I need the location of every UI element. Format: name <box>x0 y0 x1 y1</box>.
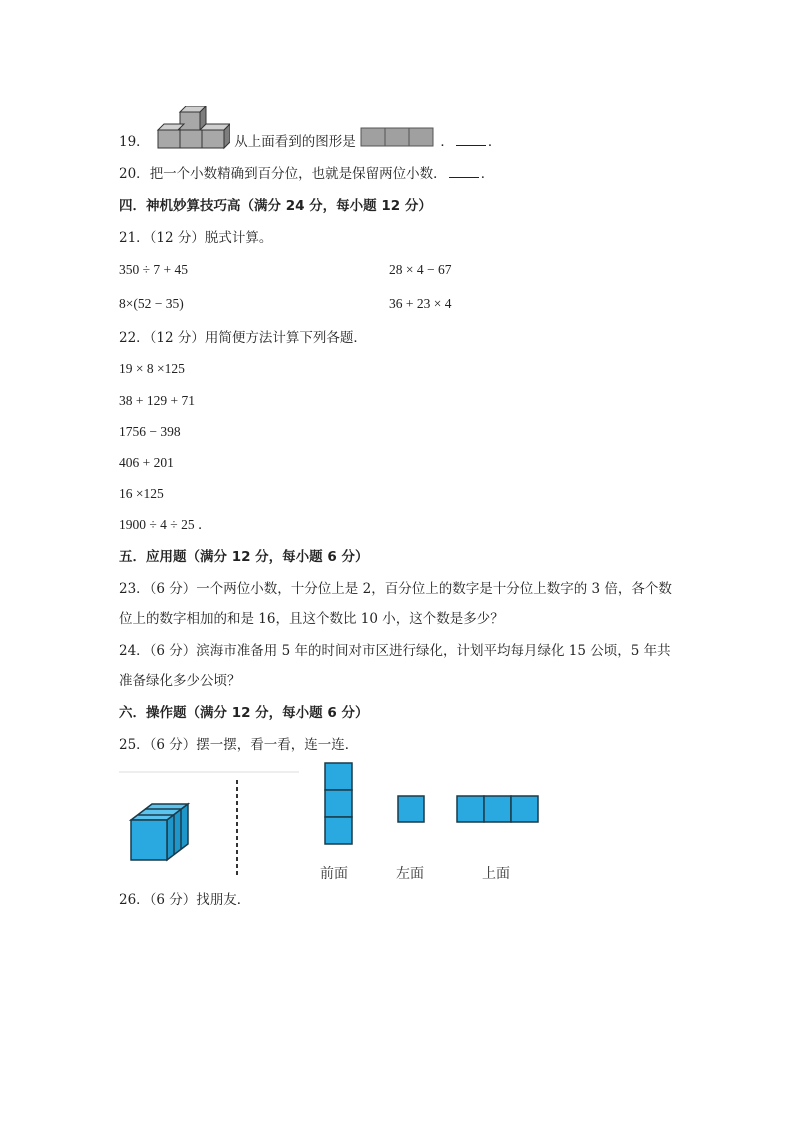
expression: 1756 − 398 <box>119 424 181 439</box>
question-26-title: 26．（6 分）找朋友． <box>119 892 251 908</box>
top-view-figure <box>360 127 436 147</box>
expression: 350 ÷ 7 + 45 <box>119 262 189 277</box>
question-25-title: 25．（6 分）摆一摆，看一看，连一连． <box>119 737 359 753</box>
left-view-label: 左面 <box>396 866 424 882</box>
expression: 406 + 201 <box>119 455 174 470</box>
question-21-title: 21．（12 分）脱式计算。 <box>119 230 273 246</box>
expression: 8×(52 − 35) <box>119 296 184 311</box>
front-view-label: 前面 <box>320 866 348 882</box>
expression: 28 × 4 − 67 <box>389 262 452 277</box>
answer-blank[interactable] <box>449 165 479 178</box>
top-view-label: 上面 <box>482 866 510 882</box>
section-4-heading: 四．神机妙算技巧高（满分 24 分，每小题 12 分） <box>119 198 432 214</box>
question-number: 19． <box>119 134 150 150</box>
expression: 1900 ÷ 4 ÷ 25 ． <box>119 517 212 532</box>
cube-stack-figure <box>154 106 230 150</box>
question-20: 20．把一个小数精确到百分位，也就是保留两位小数． ． <box>119 166 495 182</box>
expression: 38 + 129 + 71 <box>119 393 195 408</box>
question-23-line2: 位上的数字相加的和是 16，且这个数比 10 小，这个数是多少？ <box>119 611 504 627</box>
answer-blank[interactable] <box>456 133 486 146</box>
question-text: 把一个小数精确到百分位，也就是保留两位小数． <box>149 166 447 182</box>
question-24-line1: 24．（6 分）滨海市准备用 5 年的时间对市区进行绿化，计划平均每月绿化 15 公顷，5 年共 <box>119 643 671 659</box>
question-23-line1: 23．（6 分）一个两位小数，十分位上是 2，百分位上的数字是十分位上数字的 3 倍，各个数 <box>119 581 672 597</box>
period: ． <box>440 134 454 150</box>
expression: 16 ×125 <box>119 486 164 501</box>
question-number: 20． <box>119 166 150 182</box>
expression: 36 + 23 × 4 <box>389 296 452 311</box>
question-24-line2: 准备绿化多少公顷？ <box>119 673 241 689</box>
question-22-title: 22．（12 分）用简便方法计算下列各题． <box>119 330 367 346</box>
section-5-heading: 五．应用题（满分 12 分，每小题 6 分） <box>119 549 369 565</box>
expression: 19 × 8 ×125 <box>119 361 185 376</box>
question-19: 19． 从上面看到的图形是 ． ． <box>119 133 501 151</box>
question-text: 从上面看到的图形是 <box>234 134 356 150</box>
section-6-heading: 六．操作题（满分 12 分，每小题 6 分） <box>119 705 369 721</box>
